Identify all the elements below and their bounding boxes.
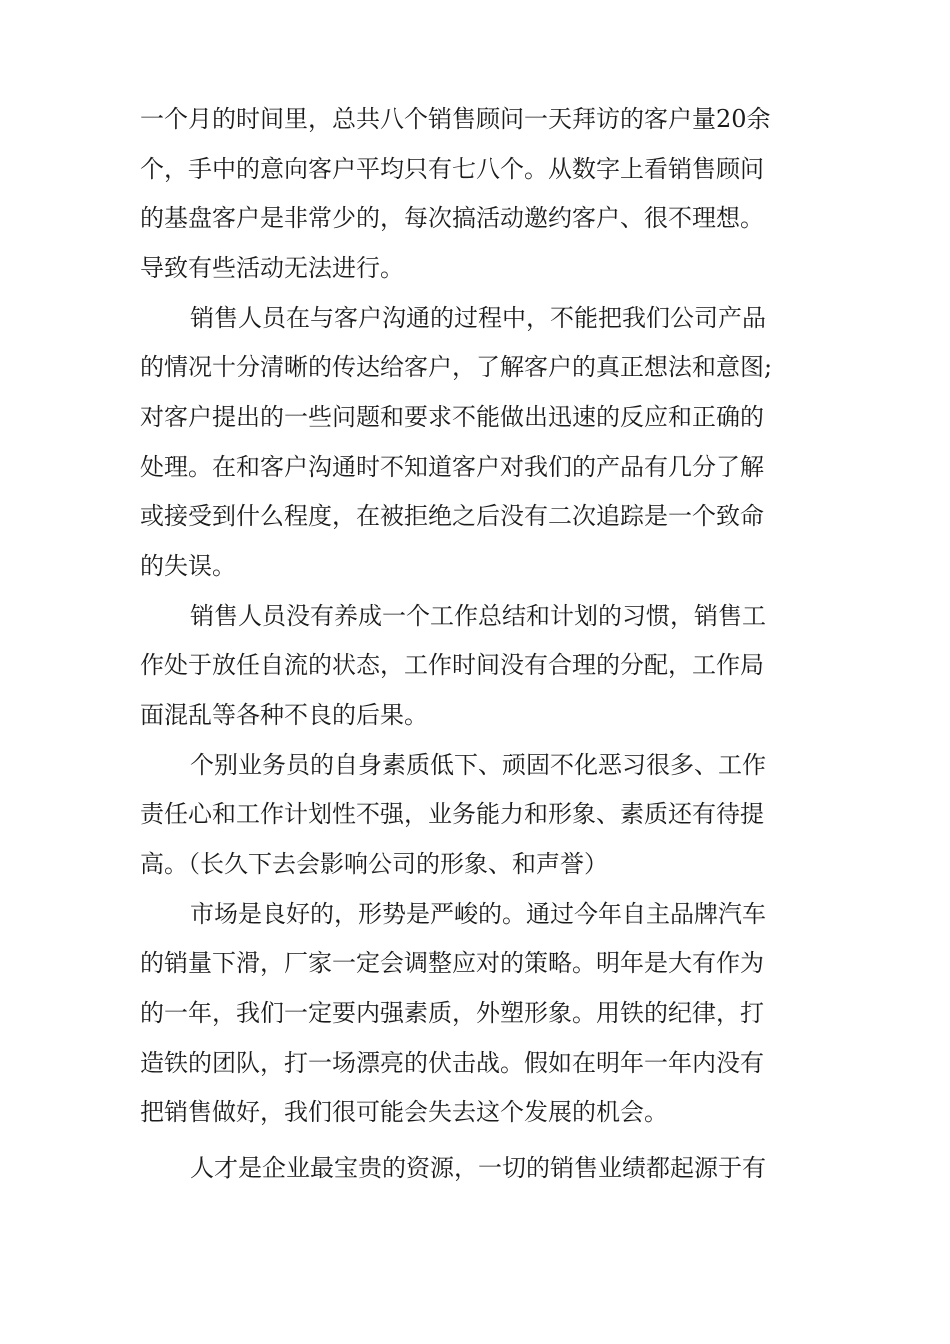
paragraph-2-line-3: 对客户提出的一些问题和要求不能做出迅速的反应和正确的 [140,403,764,431]
paragraph-4-line-2: 责任心和工作计划性不强，业务能力和形象、素质还有待提 [140,800,764,828]
paragraph-2-line-5: 或接受到什么程度，在被拒绝之后没有二次追踪是一个致命 [140,502,764,530]
paragraph-5-line-4: 造铁的团队，打一场漂亮的伏击战。假如在明年一年内没有 [140,1049,764,1077]
paragraph-1-line-2: 个，手中的意向客户平均只有七八个。从数字上看销售顾问 [140,155,764,183]
paragraph-5-line-3: 的一年，我们一定要内强素质，外塑形象。用铁的纪律，打 [140,999,764,1027]
paragraph-5-line-2: 的销量下滑，厂家一定会调整应对的策略。明年是大有作为 [140,949,764,977]
paragraph-4-line-1: 个别业务员的自身素质低下、顽固不化恶习很多、工作 [190,751,766,779]
paragraph-5-line-5: 把销售做好，我们很可能会失去这个发展的机会。 [140,1098,668,1126]
paragraph-2-line-4: 处理。在和客户沟通时不知道客户对我们的产品有几分了解 [140,453,764,481]
paragraph-2-line-6: 的失误。 [140,552,236,580]
paragraph-3-line-3: 面混乱等各种不良的后果。 [140,701,428,729]
paragraph-1-line-4: 导致有些活动无法进行。 [140,254,404,282]
paragraph-3-line-1: 销售人员没有养成一个工作总结和计划的习惯，销售工 [190,602,766,630]
paragraph-5-line-1: 市场是良好的，形势是严峻的。通过今年自主品牌汽车 [190,900,766,928]
paragraph-4-line-3: 高。（长久下去会影响公司的形象、和声誉） [140,850,608,878]
paragraph-2-line-1: 销售人员在与客户沟通的过程中，不能把我们公司产品 [190,304,766,332]
paragraph-6-line-1: 人才是企业最宝贵的资源，一切的销售业绩都起源于有 [190,1154,766,1182]
paragraph-1-line-1: 一个月的时间里，总共八个销售顾问一天拜访的客户量20余 [140,105,771,133]
paragraph-1-line-3: 的基盘客户是非常少的，每次搞活动邀约客户、很不理想。 [140,204,764,232]
paragraph-3-line-2: 作处于放任自流的状态，工作时间没有合理的分配，工作局 [140,651,764,679]
paragraph-2-line-2: 的情况十分清晰的传达给客户，了解客户的真正想法和意图; [140,353,773,381]
